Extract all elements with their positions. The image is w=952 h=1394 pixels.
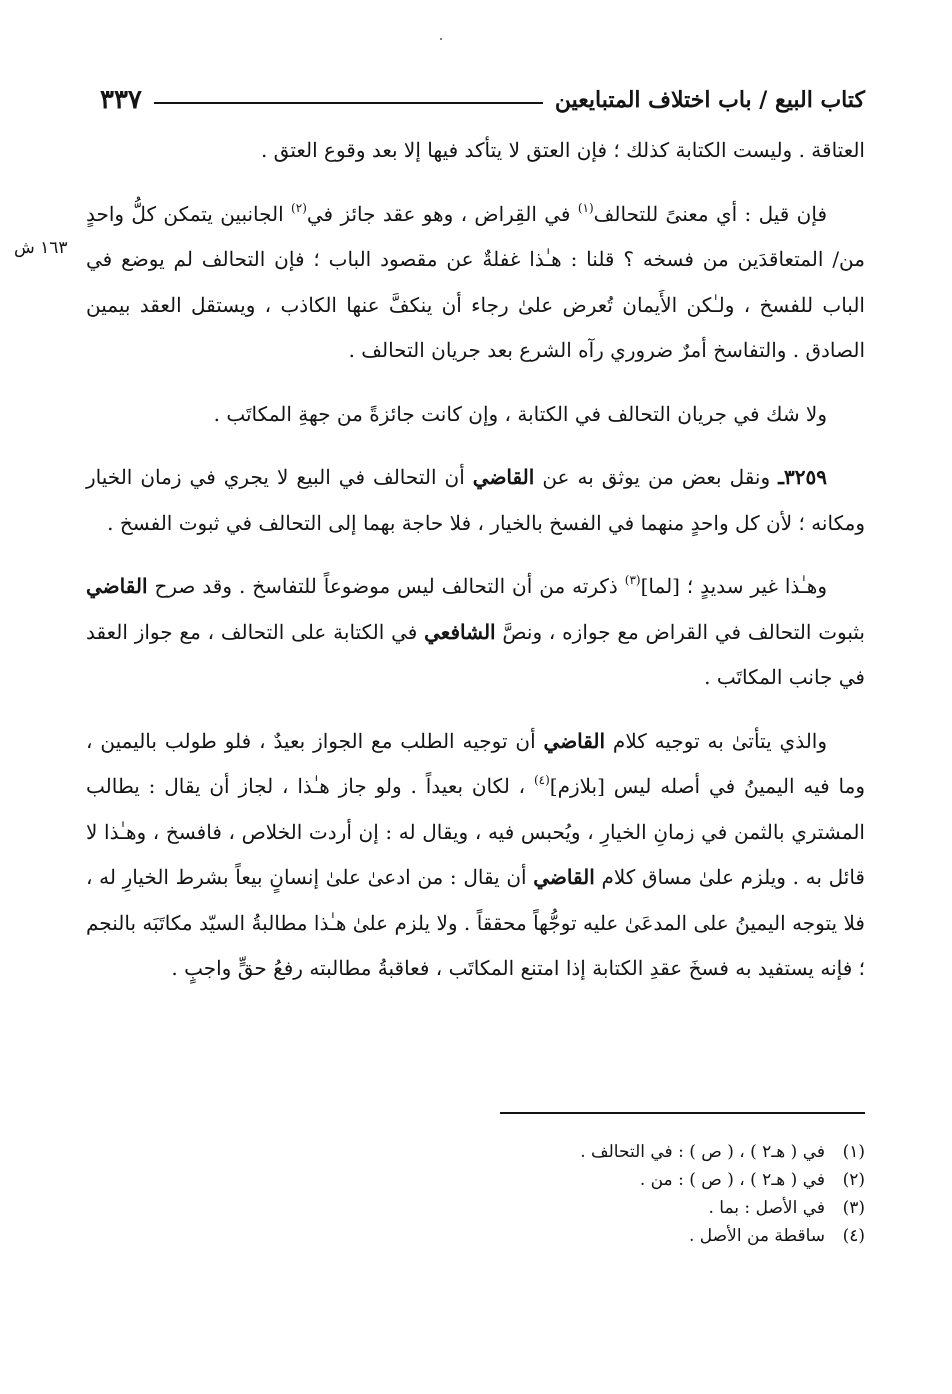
footnote-1: [400, 1138, 865, 1166]
paragraph-3: [86, 392, 865, 438]
paragraph-5: [86, 564, 865, 701]
name-qadi: القاضي: [86, 574, 148, 598]
footnote-text: في ( هـ٢ ) ، ( ص ) : في التحالف .: [580, 1142, 825, 1162]
section-number: ٣٢٥٩ـ: [778, 465, 827, 489]
main-text: [86, 128, 865, 1010]
paragraph-text: ولا شك في جريان التحالف في الكتابة ، وإن كانت جائزةً من جهةِ المكاتَب .: [213, 401, 827, 426]
header-title: كتاب البيع / باب اختلاف المتبايعين: [554, 87, 865, 113]
header-rule: [154, 102, 543, 104]
footnote-text: في ( هـ٢ ) ، ( ص ) : من .: [639, 1170, 825, 1190]
paragraph-text: في القِراض ، وهو عقد جائز في: [306, 201, 578, 226]
margin-folio-note: ١٦٣ ش: [14, 238, 68, 258]
paragraph-2: [86, 192, 865, 374]
paragraph-text: ذكرته من أن التحالف ليس موضوعاً للتفاسخ . وقد صرح: [147, 574, 625, 598]
paragraph-text: وهـٰذا غير سديدٍ ؛ [لما]: [640, 574, 827, 598]
footnote-number: (٢): [842, 1170, 865, 1190]
footnote-3: [400, 1194, 865, 1222]
paragraph-text: أن التحالف في البيع لا يجري في زمان الخيار ومكانه ؛ لأن كل واحدٍ منهما في الفسخ بالخيار ، فلا حاجة بهما إلى التحالف في ثبوت الفسخ .: [86, 465, 865, 535]
name-qadi: القاضي: [472, 465, 535, 489]
paragraph-text: الجانبين يتمكن كلُّ واحدٍ من/ المتعاقدَين من فسخه ؟ قلنا : هـٰذا غفلةٌ عن مقصود الباب ؛ فإن التحالف لم يوضع في الباب للفسخ ، ولـٰكن الأَيمان تُعرض علىٰ رجاء أن ينكفَّ عنها الكاذب ، ويستقل العقد بيمين الصادق . والتفاسخ أمرٌ ضروري رآه الشرع بعد جريان التحالف .: [86, 201, 865, 362]
paragraph-text: أن يقال : من ادعىٰ علىٰ إنسانٍ بيعاً بشرط الخيارِ له ، فلا يتوجه اليمينُ على المدعَىٰ عليه توجُّهاً محققاً . ولا يلزم علىٰ هـٰذا مطالبةُ السيّد مكاتَبَه بالنجم ؛ فإنه يستفيد به فسخَ عقدِ الكتابة إذا امتنع المكاتَب ، فعاقبةُ مطالبته رفعُ حقٍّ واجبٍ .: [86, 865, 865, 980]
paragraph-text: العتاقة . وليست الكتابة كذلك ؛ فإن العتق لا يتأكد فيها إلا بعد وقوع العتق .: [260, 138, 865, 162]
paragraph-text: والذي يتأتىٰ به توجيه كلام: [605, 728, 827, 753]
footnote-number: (٤): [842, 1226, 865, 1246]
paragraph-text: في الكتابة على التحالف ، مع جواز العقد في جانب المكاتَب .: [86, 619, 865, 689]
name-qadi: القاضي: [543, 728, 606, 753]
page-number: ٣٣٧: [100, 85, 142, 115]
running-header: [100, 82, 865, 118]
footnote-text: في الأصل : بما .: [708, 1198, 825, 1218]
footnote-4: [400, 1222, 865, 1250]
footnotes: [400, 1138, 865, 1250]
name-shafii: الشافعي: [424, 619, 496, 644]
paragraph-text: بثبوت التحالف في القراض مع جوازه ، ونصَّ: [495, 619, 865, 644]
paragraph-1: [86, 128, 865, 174]
scan-speck: [440, 38, 442, 40]
footnote-ref-1: (١): [577, 200, 594, 215]
paragraph-text: ، لكان بعيداً . ولو جاز هـٰذا ، لجاز أن يقال : يطالب المشتري بالثمن في زمانِ الخيارِ ، ويُحبس فيه ، ويقال له : إن أردت الخلاص ، فافسخ ، وهـٰذا لا قائل به . ويلزم علىٰ مساق كلام: [86, 774, 865, 889]
paragraph-text: أن توجيه الطلب مع الجواز بعيدٌ ، فلو طولب باليمين ، وما فيه اليمينُ في أصله ليس [بلازم]: [86, 728, 865, 798]
name-qadi: القاضي: [533, 865, 595, 889]
footnote-number: (٣): [842, 1198, 865, 1218]
footnote-ref-4: (٤): [533, 773, 550, 787]
footnote-number: (١): [842, 1142, 865, 1162]
paragraph-text: ونقل بعض من يوثق به عن: [534, 465, 779, 489]
footnote-text: ساقطة من الأصل .: [689, 1226, 825, 1246]
footnote-ref-2: (٢): [291, 200, 307, 215]
footnote-2: [400, 1166, 865, 1194]
footnote-separator: [500, 1112, 865, 1114]
paragraph-4: [86, 455, 865, 546]
paragraph-6: [86, 719, 865, 992]
paragraph-text: فإن قيل : أي معنىً للتحالف: [593, 201, 828, 226]
footnote-ref-3: (٣): [624, 573, 641, 587]
